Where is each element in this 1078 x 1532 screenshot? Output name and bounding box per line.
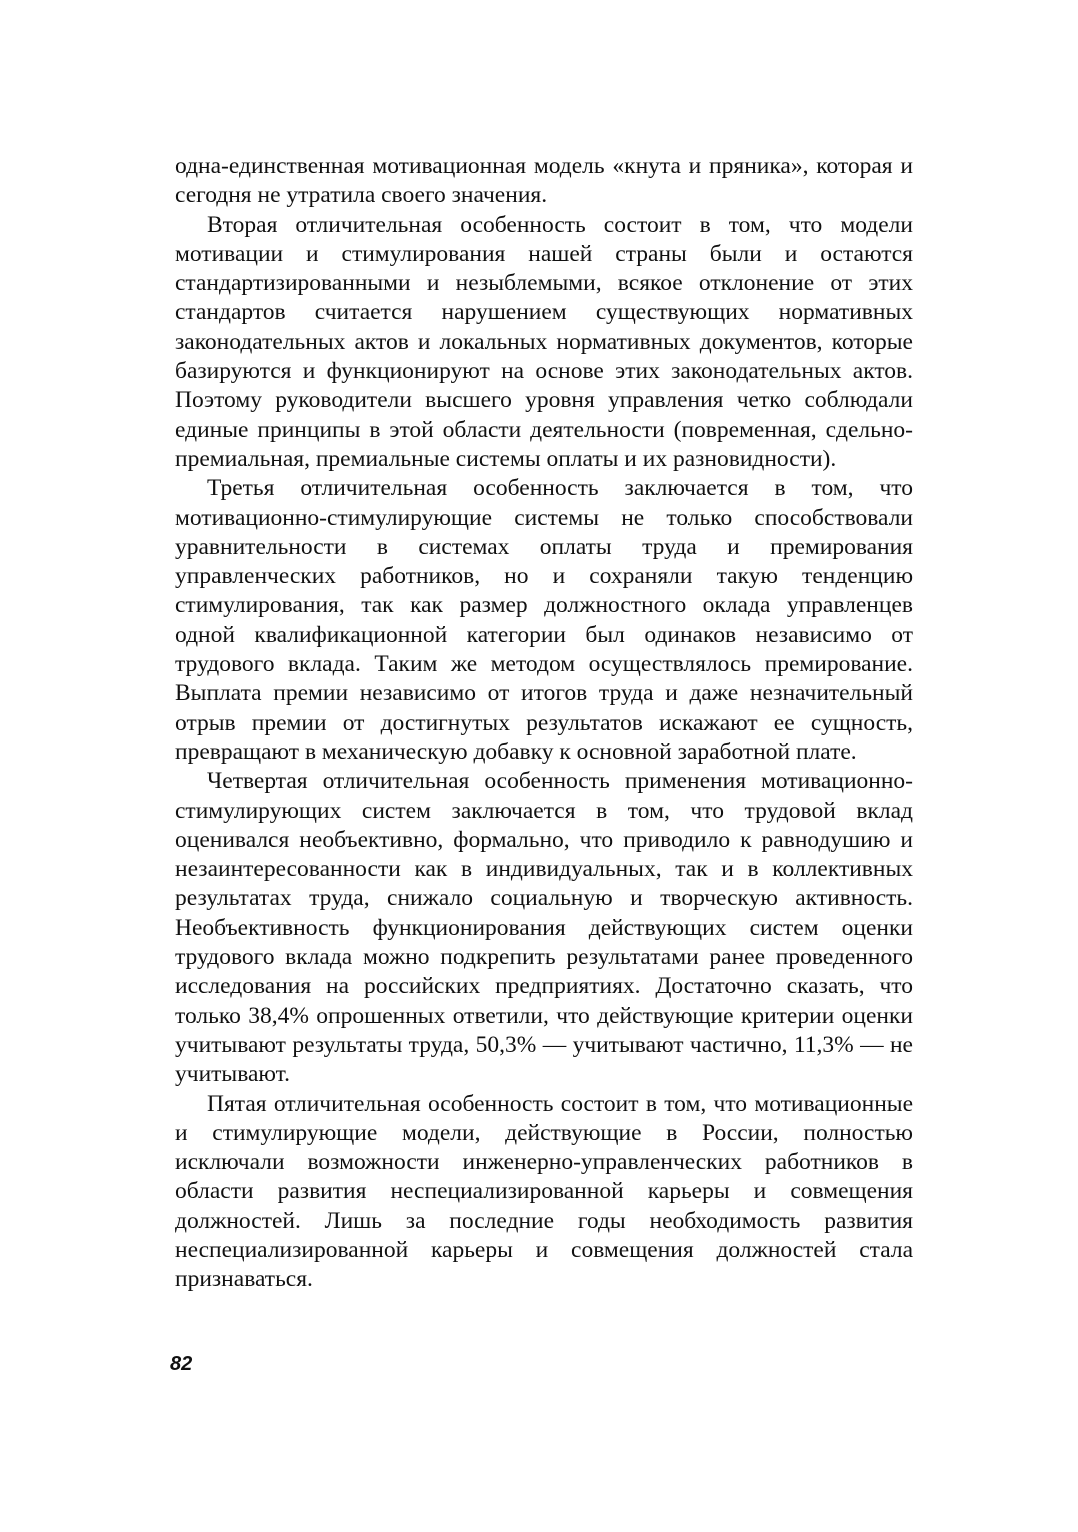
paragraph-continuation: одна-единственная мотивационная модель «кнута и пряника», которая и сегодня не утратила своего значения. (175, 153, 913, 209)
paragraph-second-feature: Вторая отличительная особенность состоит в том, что модели мотивации и стимулирования нашей страны были и остаются стандартизированными и незыблемыми, всякое отклонение от этих стандартов считается нарушением существующих нормативных законодательных актов и локальных нормативных документов, которые базируются и функционируют на основе этих законодательных актов. Поэтому руководители высшего уровня управления четко соблюдали единые принципы в этой области деятельности (повременная, сдельно-премиальная, премиальные системы оплаты и их разновидности). (175, 211, 913, 472)
body-text (175, 152, 913, 1295)
page-number: 82 (170, 1353, 193, 1375)
paragraph-fourth-feature: Четвертая отличительная особенность применения мотивационно-стимулирующих систем заключается в том, что трудовой вклад оценивался необъективно, формально, что приводило к равнодушию и незаинтересованности как в индивидуальных, так и в коллективных результатах труда, снижало социальную и творческую активность. Необъективность функционирования действующих систем оценки трудового вклада можно подкрепить результатами ранее проведенного исследования на российских предприятиях. Достаточно сказать, что только 38,4% опрошенных ответили, что действующие критерии оценки учитывают результаты труда, 50,3% — учитывают частично, 11,3% — не учитывают. (175, 768, 913, 1088)
paragraph-third-feature: Третья отличительная особенность заключается в том, что мотивационно-стимулирующие системы не только способствовали уравнительности в системах оплаты труда и премирования управленческих работников, но и сохраняли такую тенденцию стимулирования, так как размер должностного оклада управленцев одной квалификационной категории был одинаков независимо от трудового вклада. Таким же методом осуществлялось премирование. Выплата премии независимо от итогов труда и даже незначительный отрыв премии от достигнутых результатов искажают ее сущность, превращают в механическую добавку к основной заработной плате. (175, 475, 913, 765)
paragraph-fifth-feature: Пятая отличительная особенность состоит в том, что мотивационные и стимулирующие модели, действующие в России, полностью исключали возможности инженерно-управленческих работников в области развития неспециализированной карьеры и совмещения должностей. Лишь за последние годы необходимость развития неспециализированной карьеры и совмещения должностей стала признаваться. (175, 1090, 913, 1293)
